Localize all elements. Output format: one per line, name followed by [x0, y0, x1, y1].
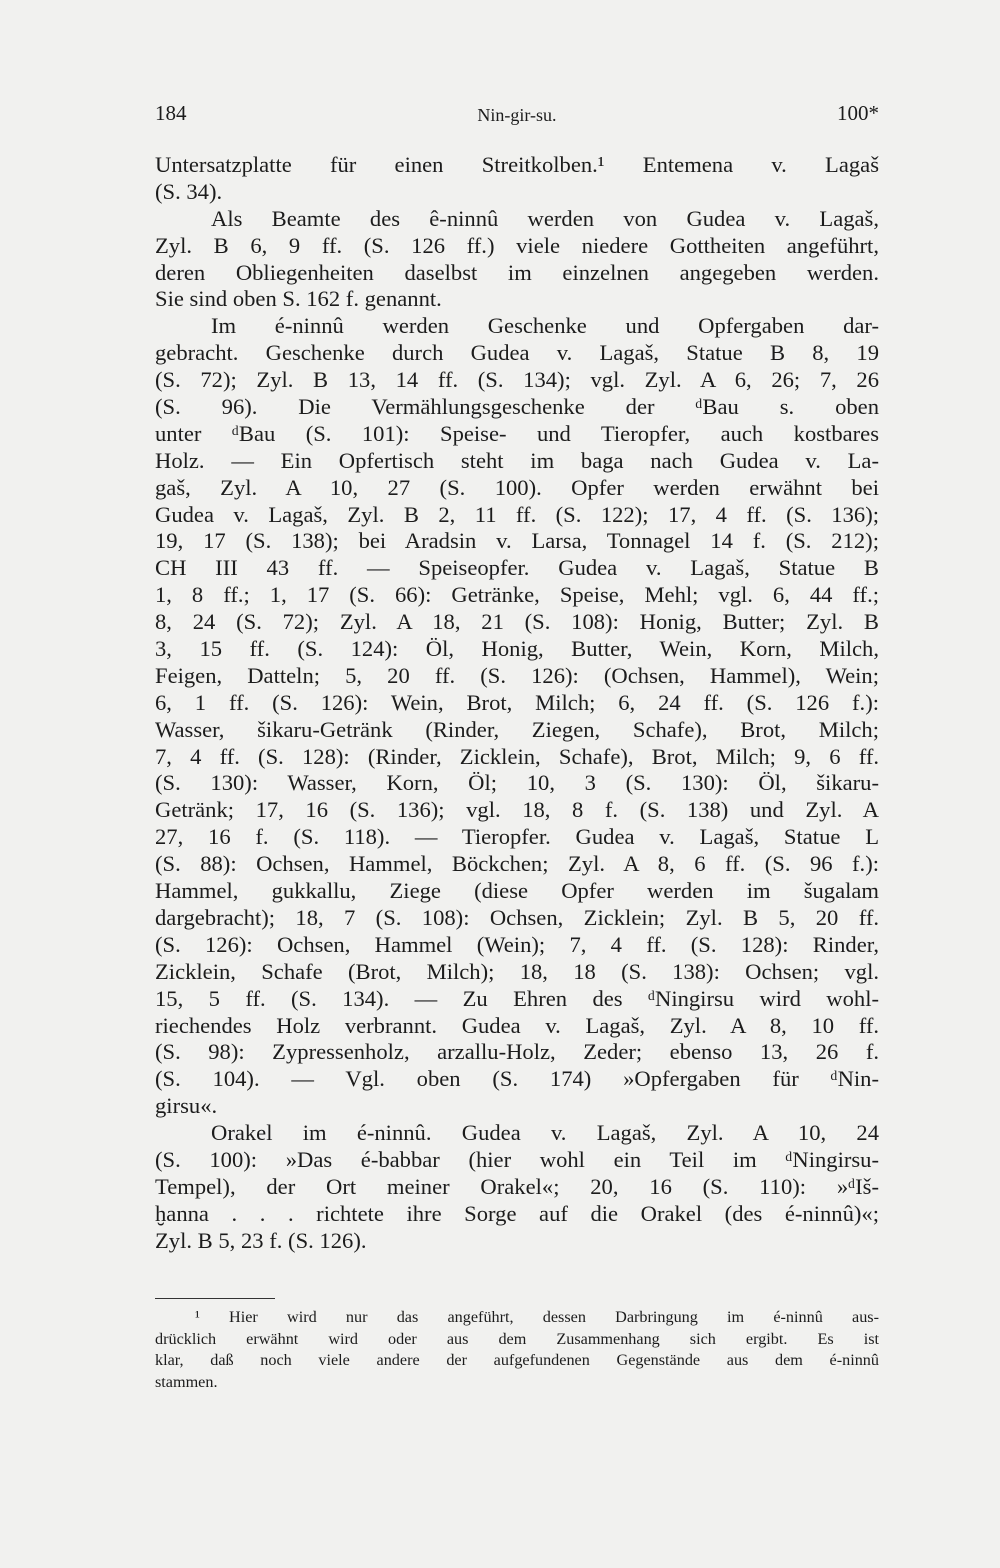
text-line: Feigen, Datteln; 5, 20 ff. (S. 126): (Ochsen, Hammel), Wein;: [155, 662, 879, 688]
footnote-line: klar, daß noch viele andere der aufgefundenen Gegenstände aus dem é-ninnû: [155, 1351, 879, 1370]
text-line: Als Beamte des ê-ninnû werden von Gudea v. Lagaš,: [211, 205, 879, 231]
text-line: Sie sind oben S. 162 f. genannt.: [155, 286, 442, 312]
text-line: 15, 5 ff. (S. 134). — Zu Ehren des ᵈNingirsu wird wohl-: [155, 985, 879, 1011]
running-title: Nin-gir-su.: [477, 105, 557, 125]
text-line: dargebracht); 18, 7 (S. 108): Ochsen, Zicklein; Zyl. B 5, 20 ff.: [155, 904, 879, 930]
text-line: (S. 34).: [155, 178, 223, 204]
text-line: Zyl. B 5, 23 f. (S. 126).: [155, 1227, 367, 1253]
text-line: (S. 126): Ochsen, Hammel (Wein); 7, 4 ff. (S. 128): Rinder,: [155, 931, 879, 957]
text-line: 7, 4 ff. (S. 128): (Rinder, Zicklein, Schafe), Brot, Milch; 9, 6 ff.: [155, 743, 879, 769]
text-line: (S. 72); Zyl. B 13, 14 ff. (S. 134); vgl. Zyl. A 6, 26; 7, 26: [155, 367, 879, 393]
footnote-line: ¹ Hier wird nur das angeführt, dessen Darbringung im é-ninnû aus-: [195, 1308, 879, 1326]
footnotes: [155, 1307, 879, 1394]
text-line: unter ᵈBau (S. 101): Speise- und Tieropfer, auch kostbares: [155, 420, 879, 446]
text-line: Gudea v. Lagaš, Zyl. B 2, 11 ff. (S. 122); 17, 4 ff. (S. 136);: [155, 501, 879, 527]
page-number: 184: [155, 101, 187, 125]
text-line: Holz. — Ein Opfertisch steht im baga nach Gudea v. La-: [155, 447, 879, 473]
text-line: (S. 100): »Das é-babbar (hier wohl ein Teil im ᵈNingirsu-: [155, 1146, 879, 1172]
text-line: Wasser, šikaru-Getränk (Rinder, Ziegen, Schafe), Brot, Milch;: [155, 716, 879, 742]
text-line: ḫanna . . . richtete ihre Sorge auf die Orakel (des é-ninnû)«;: [155, 1200, 879, 1226]
text-line: (S. 104). — Vgl. oben (S. 174) »Opfergaben für ᵈNin-: [155, 1066, 879, 1092]
text-line: 6, 1 ff. (S. 126): Wein, Brot, Milch; 6, 24 ff. (S. 126 f.):: [155, 689, 879, 715]
text-line: 1, 8 ff.; 1, 17 (S. 66): Getränke, Speise, Mehl; vgl. 6, 44 ff.;: [155, 582, 879, 608]
text-line: Zicklein, Schafe (Brot, Milch); 18, 18 (S. 138): Ochsen; vgl.: [155, 958, 879, 984]
text-line: 8, 24 (S. 72); Zyl. A 18, 21 (S. 108): Honig, Butter; Zyl. B: [155, 609, 879, 635]
text-line: Getränk; 17, 16 (S. 136); vgl. 18, 8 f. (S. 138) und Zyl. A: [155, 797, 879, 823]
text-line: 3, 15 ff. (S. 124): Öl, Honig, Butter, Wein, Korn, Milch,: [155, 636, 879, 662]
footnote-line: stammen.: [155, 1373, 218, 1392]
text-line: (S. 130): Wasser, Korn, Öl; 10, 3 (S. 130): Öl, šikaru-: [155, 770, 879, 796]
text-line: Orakel im é-ninnû. Gudea v. Lagaš, Zyl. A 10, 24: [211, 1120, 879, 1146]
text-line: 19, 17 (S. 138); bei Aradsin v. Larsa, Tonnagel 14 f. (S. 212);: [155, 528, 879, 554]
text-line: 27, 16 f. (S. 118). — Tieropfer. Gudea v. Lagaš, Statue L: [155, 824, 879, 850]
text-line: Untersatzplatte für einen Streitkolben.¹ Entemena v. Lagaš: [155, 152, 879, 177]
text-line: gaš, Zyl. A 10, 27 (S. 100). Opfer werden erwähnt bei: [155, 474, 879, 500]
text-line: (S. 98): Zypressenholz, arzallu-Holz, Zeder; ebenso 13, 26 f.: [155, 1039, 879, 1065]
text-line: CH III 43 ff. — Speiseopfer. Gudea v. Lagaš, Statue B: [155, 555, 879, 581]
text-line: Zyl. B 6, 9 ff. (S. 126 ff.) viele niedere Gottheiten angeführt,: [155, 232, 879, 258]
main-text: [155, 152, 879, 1255]
text-line: riechendes Holz verbrannt. Gudea v. Lagaš, Zyl. A 8, 10 ff.: [155, 1012, 879, 1038]
text-line: gebracht. Geschenke durch Gudea v. Lagaš, Statue B 8, 19: [155, 340, 879, 366]
text-line: Hammel, gukkallu, Ziege (diese Opfer werden im šugalam: [155, 878, 879, 904]
text-line: (S. 96). Die Vermählungsgeschenke der ᵈBau s. oben: [155, 394, 879, 420]
text-line: (S. 88): Ochsen, Hammel, Böckchen; Zyl. A 8, 6 ff. (S. 96 f.):: [155, 851, 879, 877]
text-line: deren Obliegenheiten daselbst im einzelnen angegeben werden.: [155, 259, 879, 285]
text-line: Tempel), der Ort meiner Orakel«; 20, 16 (S. 110): »ᵈIš-: [155, 1173, 879, 1199]
page-header: [155, 101, 879, 137]
footnote-line: drücklich erwähnt wird oder aus dem Zusammenhang sich ergibt. Es ist: [155, 1329, 879, 1348]
entry-number: 100*: [837, 101, 879, 125]
text-line: girsu«.: [155, 1093, 218, 1119]
footnote-divider: [155, 1298, 275, 1299]
text-line: Im é-ninnû werden Geschenke und Opfergaben dar-: [211, 313, 879, 339]
